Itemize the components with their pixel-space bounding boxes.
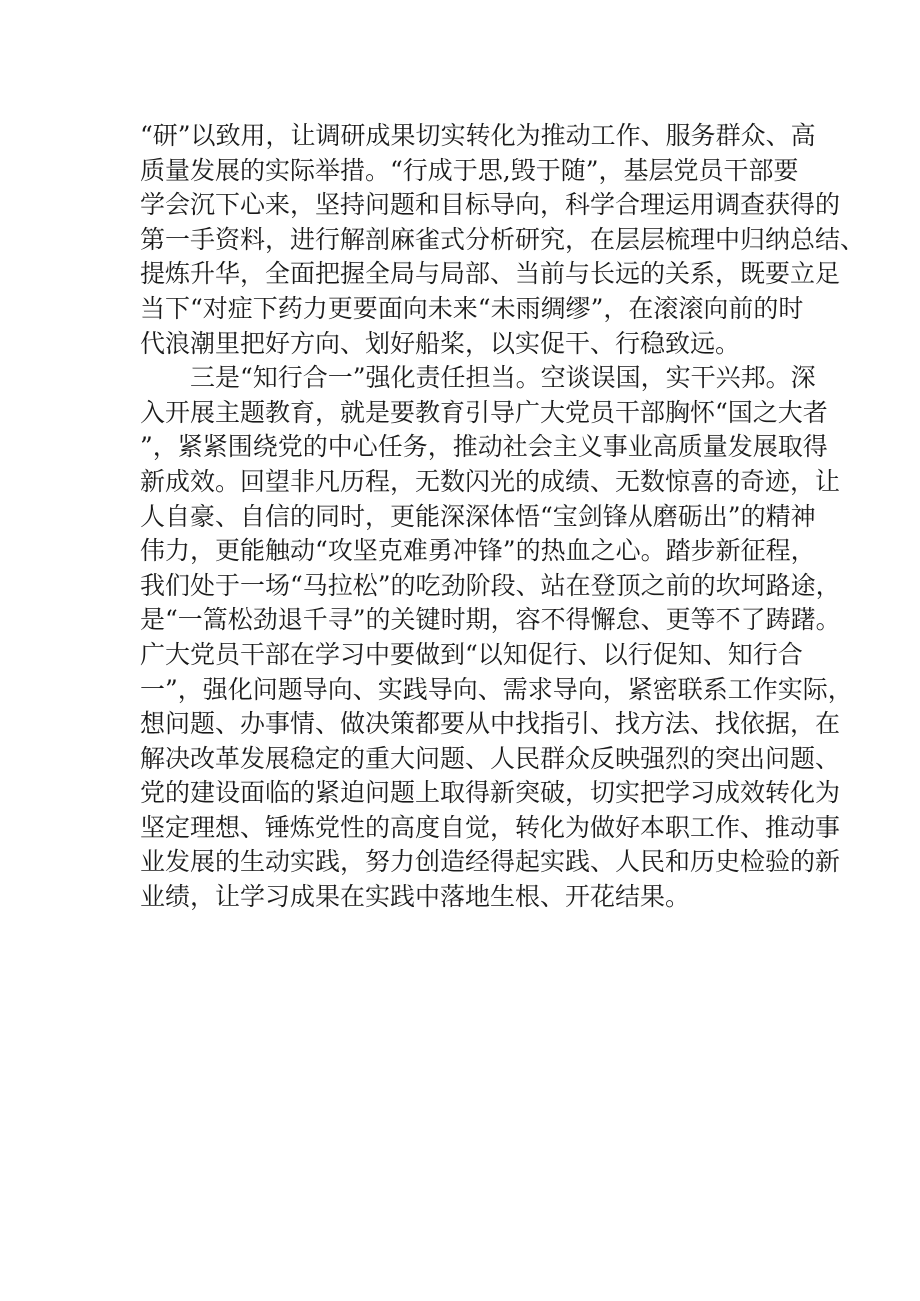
text-line: 质量发展的实际举措。“行成于思,毁于随”，基层党员干部要 bbox=[140, 155, 799, 185]
text-line: 第一手资料，进行解剖麻雀式分析研究，在层层梳理中归纳总结、 bbox=[140, 224, 866, 254]
text-line: 新成效。回望非凡历程，无数闪光的成绩、无数惊喜的奇迹，让 bbox=[140, 466, 841, 496]
paragraph-2 bbox=[140, 361, 853, 915]
text-line: 三是“知行合一”强化责任担当。空谈误国，实干兴邦。深 bbox=[190, 363, 816, 393]
text-line: 一”，强化问题导向、实践导向、需求导向，紧密联系工作实际， bbox=[140, 674, 853, 704]
text-line: 学会沉下心来，坚持问题和目标导向，科学合理运用调查获得的 bbox=[140, 190, 841, 220]
text-line: 我们处于一场“马拉松”的吃劲阶段、站在登顶之前的坎坷路途， bbox=[140, 570, 841, 600]
text-line: “研”以致用，让调研成果切实转化为推动工作、服务群众、高 bbox=[140, 121, 816, 150]
text-line: 业绩，让学习成果在实践中落地生根、开花结果。 bbox=[140, 882, 691, 912]
text-line: 党的建设面临的紧迫问题上取得新突破，切实把学习成效转化为 bbox=[140, 778, 841, 808]
text-line: 想问题、办事情、做决策都要从中找指引、找方法、找依据，在 bbox=[140, 709, 841, 739]
paragraph-1 bbox=[140, 119, 866, 361]
text-line: 广大党员干部在学习中要做到“以知促行、以行促知、知行合 bbox=[140, 639, 803, 669]
text-line: 入开展主题教育，就是要教育引导广大党员干部胸怀“国之大者 bbox=[140, 397, 828, 427]
document-body bbox=[140, 119, 866, 915]
text-line: 业发展的生动实践，努力创造经得起实践、人民和历史检验的新 bbox=[140, 847, 841, 877]
text-line: 伟力，更能触动“攻坚克难勇冲锋”的热血之心。踏步新征程， bbox=[140, 536, 816, 566]
text-line: 是“一篙松劲退千寻”的关键时期，容不得懈怠、更等不了踌躇。 bbox=[140, 605, 841, 635]
text-line: 当下“对症下药力更要面向未来“未雨绸缪”，在滚滚向前的时 bbox=[140, 293, 804, 323]
text-line: 提炼升华，全面把握全局与局部、当前与长远的关系，既要立足 bbox=[140, 259, 841, 289]
text-line: 坚定理想、锤炼党性的高度自觉，转化为做好本职工作、推动事 bbox=[140, 812, 841, 842]
text-line: 人自豪、自信的同时，更能深深体悟“宝剑锋从磨砺出”的精神 bbox=[140, 501, 816, 531]
text-line: 代浪潮里把好方向、划好船桨，以实促干、行稳致远。 bbox=[140, 328, 741, 358]
text-line: 解决改革发展稳定的重大问题、人民群众反映强烈的突出问题、 bbox=[140, 743, 841, 773]
text-line: ”，紧紧围绕党的中心任务，推动社会主义事业高质量发展取得 bbox=[140, 432, 828, 462]
